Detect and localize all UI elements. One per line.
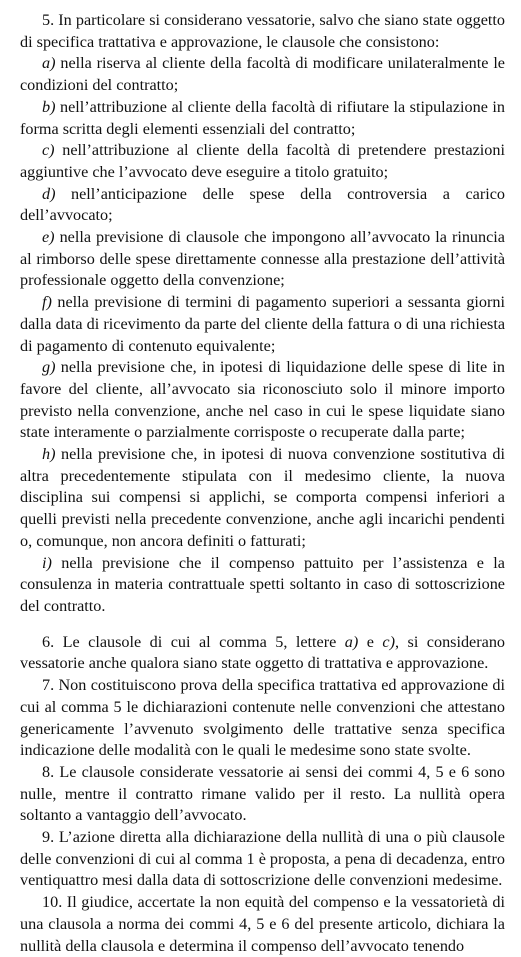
comma-5-item-c: [20, 140, 505, 183]
item-letter: e): [42, 228, 55, 247]
item-text: nella previsione che il compenso pattuito per l’assistenza e la consulenza in materia contrattuale spetti soltanto in caso di sottoscrizione del contratto.: [20, 553, 505, 615]
item-letter: d): [42, 184, 56, 203]
comma-10: 10. Il giudice, accertate la non equità del compenso e la vessatorietà di una clausola a norma dei commi 4, 5 e 6 del presente articolo, dichiara la nullità della clausola e determina il compenso dell’avvocato tenendo: [20, 893, 505, 955]
item-letter: f): [42, 293, 52, 312]
item-text: nell’anticipazione delle spese della controversia a carico dell’avvocato;: [20, 184, 505, 225]
comma-6-letter-a: a): [344, 632, 359, 651]
comma-6-letter-c: c): [382, 632, 395, 651]
comma-9: 9. L’azione diretta alla dichiarazione della nullità di una o più clausole delle convenzioni di cui al comma 1 è proposta, a pena di decadenza, entro ventiquattro mesi dalla data di sottoscrizione delle convenzioni medesime.: [20, 828, 505, 890]
item-letter: c): [42, 141, 55, 160]
comma-5-item-h: [20, 444, 505, 553]
comma-5-item-b: [20, 97, 505, 140]
item-letter: i): [42, 553, 52, 572]
comma-5-item-i: [20, 553, 505, 618]
item-text: nella previsione di termini di pagamento superiori a sessanta giorni dalla data di ricevimento da parte del cliente della fattura o di una richiesta di pagamento di contenuto equivalente;: [20, 293, 505, 355]
comma-6-before: 6. Le clausole di cui al comma 5, lettere: [42, 632, 345, 651]
item-text: nella previsione di clausole che impongono all’avvocato la rinuncia al rimborso delle spese direttamente connesse alla prestazione dell’attività professionale oggetto della convenzione;: [20, 228, 505, 290]
item-text: nella previsione che, in ipotesi di liquidazione delle spese di lite in favore del cliente, all’avvocato sia riconosciuto solo il minore importo previsto nella convenzione, anche nel caso in cui le spese liquidate siano state interamente o parzialmente corrisposte o recuperate dalla parte;: [20, 358, 505, 442]
item-letter: a): [42, 54, 56, 73]
comma-5-item-g: [20, 357, 505, 444]
comma-7: 7. Non costituiscono prova della specifica trattativa ed approvazione di cui al comma 5 le dichiarazioni contenute nelle convenzioni che attestano genericamente l’avvenuto svolgimento delle trattative senza specifica indicazione delle modalità con le quali le medesime sono state svolte.: [20, 676, 505, 760]
item-letter: g): [42, 358, 56, 377]
comma-6: [20, 632, 505, 675]
comma-5-item-a: [20, 53, 505, 96]
comma-5-intro: 5. In particolare si considerano vessatorie, salvo che siano state oggetto di specifica trattativa e approvazione, le clausole che consistono:: [20, 11, 505, 51]
comma-5-item-d: [20, 184, 505, 227]
comma-6-after: , si considerano vessatorie anche qualora siano state oggetto di trattativa e approvazione.: [20, 632, 506, 673]
comma-5-item-e: [20, 227, 505, 292]
comma-5-item-f: [20, 292, 505, 357]
item-letter: h): [42, 445, 56, 464]
item-text: nella previsione che, in ipotesi di nuova convenzione sostitutiva di altra precedentemente stipulata con il medesimo cliente, la nuova disciplina sui compensi si applichi, se comporta compensi inferiori a quelli previsti nella precedente convenzione, anche agli incarichi pendenti o, comunque, non ancora definiti o fatturati;: [20, 445, 505, 550]
item-letter: b): [42, 97, 56, 116]
section-spacer: [20, 618, 505, 632]
item-text: nella riserva al cliente della facoltà di modificare unilateralmente le condizioni del contratto;: [20, 54, 505, 95]
item-text: nell’attribuzione al cliente della facoltà di pretendere prestazioni aggiuntive che l’avvocato deve eseguire a titolo gratuito;: [20, 141, 505, 181]
comma-6-between: e: [358, 632, 383, 651]
comma-8: 8. Le clausole considerate vessatorie ai sensi dei commi 4, 5 e 6 sono nulle, mentre il contratto rimane valido per il resto. La nullità opera soltanto a vantaggio dell’avvocato.: [20, 762, 505, 825]
item-text: nell’attribuzione al cliente della facoltà di rifiutare la stipulazione in forma scritta degli elementi essenziali del contratto;: [20, 97, 505, 138]
